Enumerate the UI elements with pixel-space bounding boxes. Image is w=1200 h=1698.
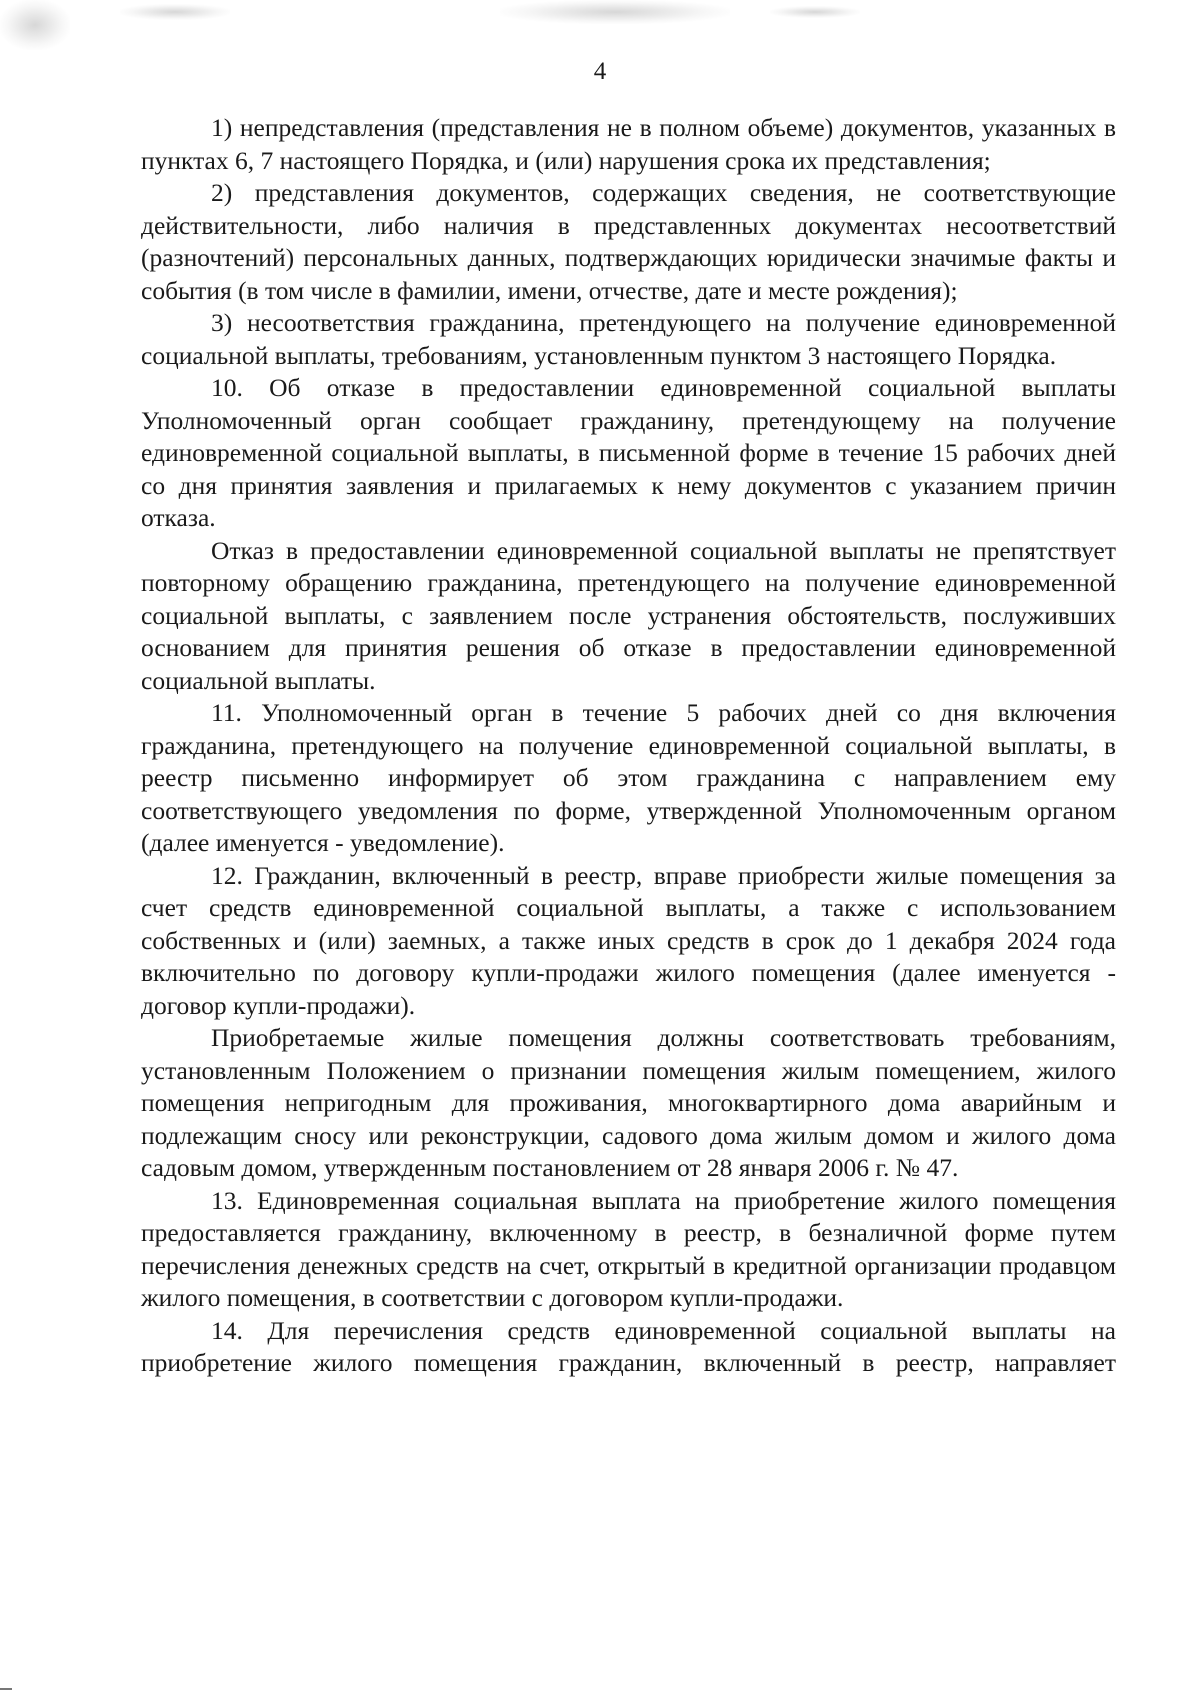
paragraph-clause-13: 13. Единовременная социальная выплата на приобретение жилого помещения предоставляется гражданину, включенному в реестр, в безналичной форме путем перечисления денежных средств на счет, открытый в кредитной организации продавцом жилого помещения, в соответствии с договором купли-продажи. [141,1185,1116,1312]
paragraph-item-3: 3) несоответствия гражданина, претендующего на получение единовременной социальной выплаты, требованиям, установленным пунктом 3 настоящего Порядка. [141,308,1116,370]
scan-artifact [0,0,70,50]
paragraph-clause-10: 10. Об отказе в предоставлении единовременной социальной выплаты Уполномоченный орган сообщает гражданину, претендующему на получение единовременной социальной выплаты, в письменной форме в течение 15 рабочих дней со дня принятия заявления и прилагаемых к нему документов с указанием причин отказа. [141,373,1116,532]
page-number: 4 [593,58,607,85]
scan-artifact [120,4,230,20]
paragraph-housing-requirements: Приобретаемые жилые помещения должны соответствовать требованиям, установленным Положением о признании помещения жилым помещением, жилого помещения непригодным для проживания, многоквартирного дома аварийным и подлежащим сносу или реконструкции, садового дома жилым домом и жилого дома садовым домом, утвержденным постановлением от 28 января 2006 г. № 47. [141,1023,1116,1182]
paragraph-clause-14: 14. Для перечисления средств единовременной социальной выплаты на приобретение жилого помещения гражданин, включенный в реестр, направляет [141,1315,1116,1377]
paragraph-clause-11: 11. Уполномоченный орган в течение 5 рабочих дней со дня включения гражданина, претендующего на получение единовременной социальной выплаты, в реестр письменно информирует об этом гражданина с направлением ему соответствующего уведомления по форме, утвержденной Уполномоченным органом (далее именуется - уведомление). [141,698,1116,857]
scan-edge-mark [0,1688,12,1690]
paragraph-refusal-note: Отказ в предоставлении единовременной социальной выплаты не препятствует повторному обращению гражданина, претендующего на получение единовременной социальной выплаты, с заявлением после устранения обстоятельств, послуживших основанием для принятия решения об отказе в предоставлении единовременной социальной выплаты. [141,535,1116,695]
document-body [141,112,1116,1380]
paragraph-clause-12: 12. Гражданин, включенный в реестр, вправе приобрести жилые помещения за счет средств единовременной социальной выплаты, а также с использованием собственных и (или) заемных, а также иных средств в срок до 1 декабря 2024 года включительно по договору купли-продажи жилого помещения (далее именуется - договор купли-продажи). [141,860,1116,1020]
paragraph-item-1: 1) непредставления (представления не в полном объеме) документов, указанных в пунктах 6, 7 настоящего Порядка, и (или) нарушения срока их представления; [141,113,1116,175]
paragraph-item-2: 2) представления документов, содержащих сведения, не соответствующие действительности, либо наличия в представленных документах несоответствий (разночтений) персональных данных, подтверждающих юридически значимые факты и события (в том числе в фамилии, имени, отчестве, дате и месте рождения); [141,178,1116,305]
scan-artifact [770,6,860,18]
scan-artifact [500,0,730,24]
